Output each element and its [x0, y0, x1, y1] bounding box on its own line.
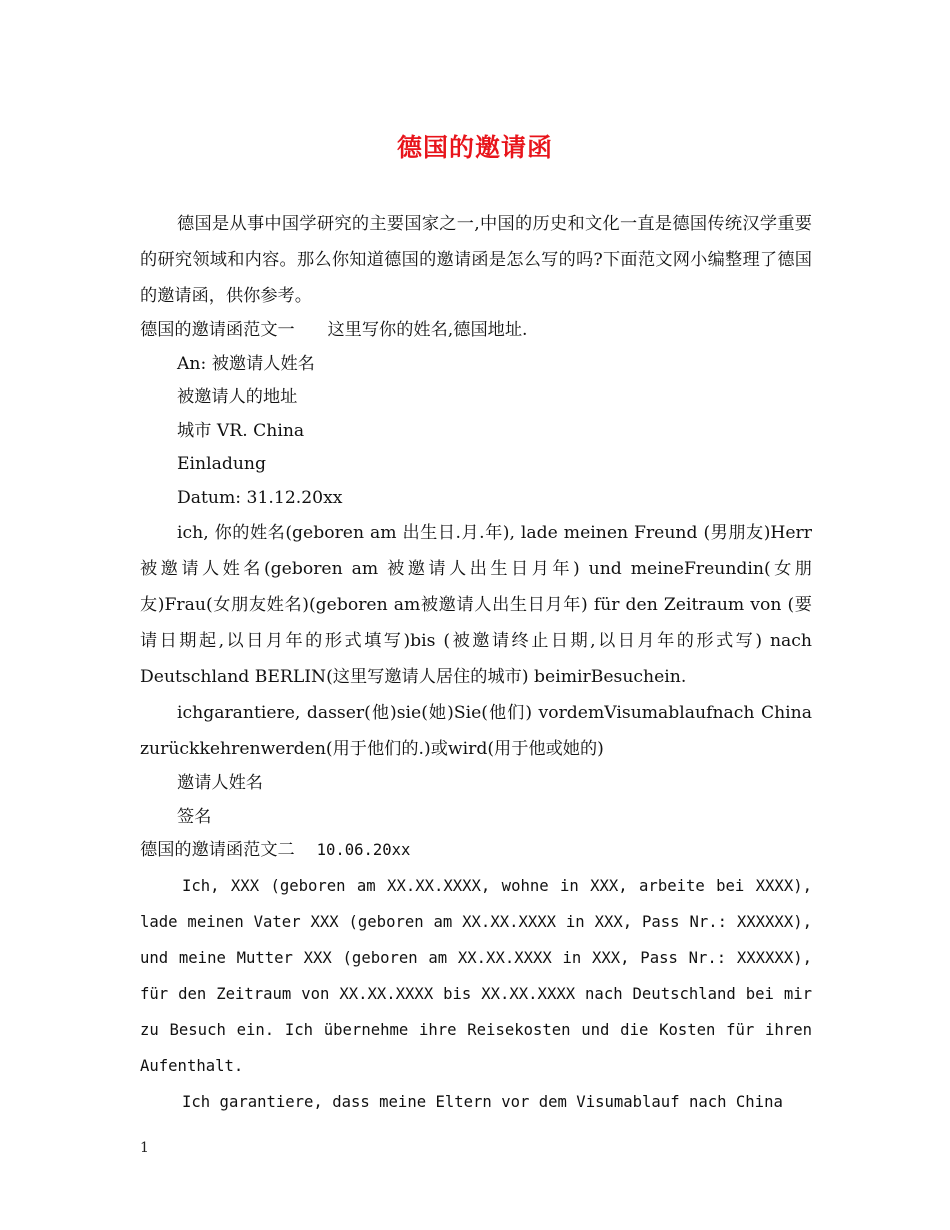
einladung-line: Einladung: [177, 454, 267, 474]
inviter-name-line: 邀请人姓名: [177, 773, 263, 793]
sample2-paragraph-1: Ich, XXX (geboren am XX.XX.XXXX, wohne in XXX, arbeite bei XXXX), lade meinen Vater XXX (geboren am XX.XX.XXXX in XXX, Pass Nr.: XXXXXX), und meine Mutter XXX (geboren am XX.XX.XXXX in XXX, Pass Nr.: XXXXXX), für den Zeitraum von XX.XX.XXXX bis XX.XX.XXXX nach Deutschland bei mir zu Besuch ein. Ich übernehme ihre Reisekosten und die Kosten für ihren Aufenthalt.: [140, 876, 812, 1075]
sample1-heading-note: 这里写你的姓名,德国地址.: [327, 320, 528, 340]
address-line-city: 城市 VR. China: [177, 420, 305, 441]
sample2-heading-note: 10.06.20xx: [316, 841, 411, 859]
sample1-paragraph-1: ich, 你的姓名(geboren am 出生日.月.年), lade meinen Freund (男朋友)Herr 被邀请人姓名(geboren am 被邀请人出生日月年) und meineFreundin(女朋友)Frau(女朋友姓名)(geboren am被邀请人出生日月年) für den Zeitraum von (要请日期起,以日月年的形式填写)bis (被邀请终止日期,以日月年的形式写) nach Deutschland BERLIN(这里写邀请人居住的城市) beimirBesuchein.: [140, 523, 812, 687]
address-line-address: 被邀请人的地址: [177, 387, 298, 407]
document-body: [140, 206, 812, 1120]
signature-line: 签名: [177, 806, 212, 827]
date-line: Datum: 31.12.20xx: [177, 487, 343, 508]
sample1-heading-row: [140, 314, 812, 348]
sample2-paragraph-2: Ich garantiere, dass meine Eltern vor dem Visumablauf nach China: [182, 1092, 783, 1111]
sample2-heading: 德国的邀请函范文二: [140, 840, 295, 860]
page-number: 1: [140, 1140, 149, 1156]
sample1-heading: 德国的邀请函范文一: [140, 320, 295, 340]
document-title: 德国的邀请函: [396, 133, 553, 162]
address-line-an: An: 被邀请人姓名: [177, 353, 315, 374]
sample2-heading-row: [140, 834, 812, 868]
intro-paragraph: 德国是从事中国学研究的主要国家之一,中国的历史和文化一直是德国传统汉学重要的研究领域和内容。那么你知道德国的邀请函是怎么写的吗?下面范文网小编整理了德国的邀请函，供你参考。: [140, 214, 812, 306]
sample1-paragraph-2: ichgarantiere, dasser(他)sie(她)Sie(他们) vordemVisumablaufnach China zurückkehrenwerden(用于他们的.)或wird(用于他或她的): [140, 703, 812, 759]
